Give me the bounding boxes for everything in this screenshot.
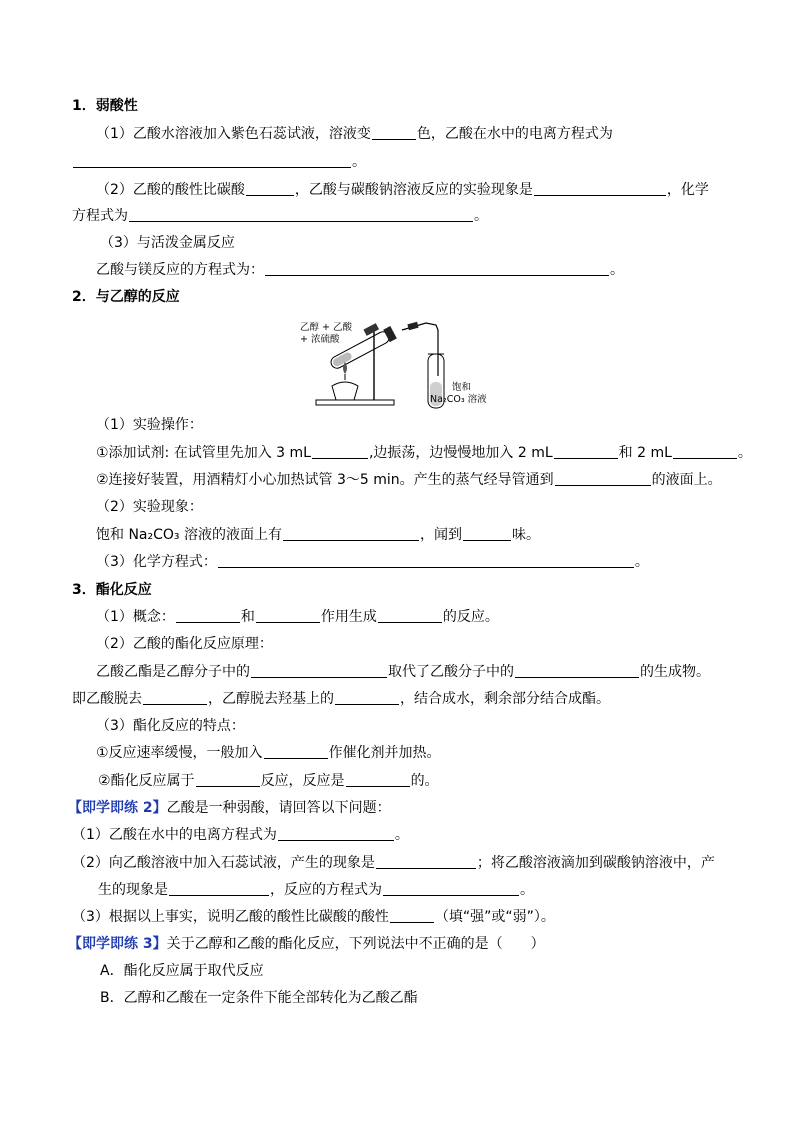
blank[interactable] [218, 552, 634, 568]
blank[interactable] [283, 525, 419, 541]
s2-equation-line: （3）化学方程式： 。 [96, 554, 649, 570]
s1-q1-line2: 。 [72, 152, 366, 172]
s2-op1-line: ①添加试剂: 在试管里先加入 3 mL ,边振荡，边慢慢地加入 2 mL 和 2 mL 。 [96, 445, 752, 461]
s3-feature1: ①反应速率缓慢，一般加入 作催化剂并加热。 [96, 745, 441, 761]
s2-phenomenon-line: 饱和 Na₂CO₃ 溶液的液面上有 ，闻到 味。 [96, 527, 540, 543]
blank[interactable] [376, 853, 476, 869]
blank[interactable] [378, 607, 442, 623]
blank[interactable] [129, 206, 473, 222]
blank[interactable] [372, 124, 416, 140]
section-3-title: 3．酯化反应 [72, 582, 152, 598]
blank[interactable] [251, 662, 387, 678]
blank[interactable] [169, 880, 269, 896]
ex2-q2-line2: 生的现象是 ，反应的方程式为 。 [98, 882, 534, 898]
fig-label-na2co3: Na₂CO₃ 溶液 [430, 394, 487, 405]
exercise-2-header: 【即学即练 2】乙酸是一种弱酸，请回答以下问题： [68, 800, 391, 816]
s2-op-title: （1）实验操作： [96, 417, 203, 433]
fig-label-saturated: 饱和 [452, 382, 472, 393]
section-2-title: 2．与乙醇的反应 [72, 289, 180, 305]
blank[interactable] [246, 180, 294, 196]
blank[interactable] [265, 260, 609, 276]
s3-features-title: （3）酯化反应的特点： [96, 718, 245, 734]
s2-op2-line: ②连接好装置，用酒精灯小心加热试管 3～5 min。产生的蒸气经导管通到 的液面上。 [96, 472, 722, 488]
blank[interactable] [555, 470, 651, 486]
s3-principle-line2: 即乙酸脱去 ，乙醇脱去羟基上的 ，结合成水，剩余部分结合成酯。 [72, 691, 610, 707]
section-1-title: 1．弱酸性 [72, 98, 138, 114]
blank[interactable] [554, 443, 618, 459]
fig-label-sulfuric: + 浓硫酸 [300, 334, 340, 345]
blank[interactable] [346, 771, 410, 787]
blank[interactable] [463, 525, 511, 541]
blank[interactable] [143, 689, 207, 705]
blank[interactable] [383, 880, 519, 896]
s3-concept-line: （1）概念： 和 作用生成 的反应。 [96, 609, 499, 625]
exercise-2-tag: 【即学即练 2】 [68, 800, 167, 816]
blank[interactable] [176, 607, 240, 623]
s2-phenomenon-title: （2）实验现象： [96, 499, 203, 515]
ex3-option-b[interactable]: B．乙醇和乙酸在一定条件下能全部转化为乙酸乙酯 [100, 990, 418, 1006]
blank[interactable] [278, 825, 394, 841]
s3-feature2: ②酯化反应属于 反应，反应是 的。 [98, 773, 439, 789]
s1-q2-line: （2）乙酸的酸性比碳酸 ，乙酸与碳酸钠溶液反应的实验现象是 ，化学 [96, 182, 709, 198]
ex2-q2-line1: （2）向乙酸溶液中加入石蕊试液，产生的现象是 ；将乙酸溶液滴加到碳酸钠溶液中，产 [72, 855, 715, 871]
exercise-3-tag: 【即学即练 3】 [68, 936, 167, 952]
s3-principle-title: （2）乙酸的酯化反应原理： [96, 636, 273, 652]
ex2-q1: （1）乙酸在水中的电离方程式为 。 [72, 827, 409, 843]
ex2-q3: （3）根据以上事实，说明乙酸的酸性比碳酸的酸性 （填“强”或“弱”）。 [72, 909, 555, 925]
blank[interactable] [673, 443, 737, 459]
s1-q2-line2: 方程式为 。 [72, 208, 488, 224]
esterification-apparatus-figure [298, 316, 488, 412]
blank[interactable] [256, 607, 320, 623]
blank[interactable] [390, 907, 434, 923]
blank[interactable] [534, 180, 666, 196]
blank[interactable] [73, 152, 351, 168]
s1-q3-title: （3）与活泼金属反应 [100, 235, 235, 251]
blank[interactable] [196, 771, 260, 787]
fig-label-reagents: 乙醇 + 乙酸 [300, 322, 352, 333]
s3-principle-line1: 乙酸乙酯是乙醇分子中的 取代了乙酸分子中的 的生成物。 [96, 664, 710, 680]
blank[interactable] [515, 662, 639, 678]
ex3-option-a[interactable]: A．酯化反应属于取代反应 [100, 963, 264, 979]
blank[interactable] [264, 743, 328, 759]
exercise-3-header: 【即学即练 3】关于乙醇和乙酸的酯化反应，下列说法中不正确的是（ ） [68, 936, 545, 952]
blank[interactable] [335, 689, 399, 705]
s1-q1-line: （1）乙酸水溶液加入紫色石蕊试液，溶液变 色，乙酸在水中的电离方程式为 [96, 126, 613, 142]
s1-q3-line: 乙酸与镁反应的方程式为： 。 [96, 262, 624, 278]
blank[interactable] [312, 443, 368, 459]
